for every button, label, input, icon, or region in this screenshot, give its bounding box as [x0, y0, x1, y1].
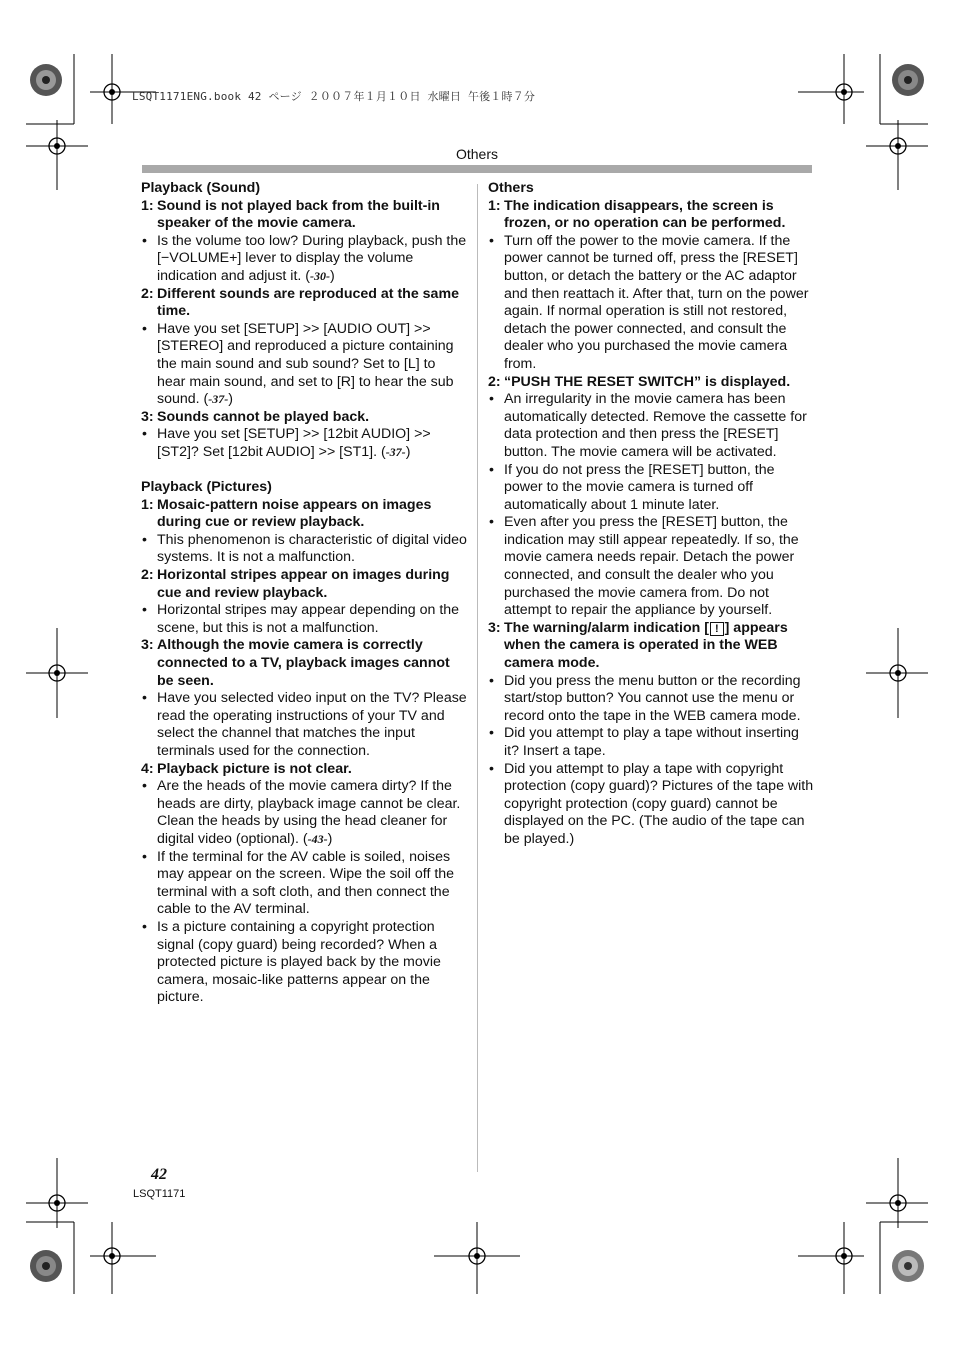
bullet-icon: • — [142, 531, 147, 548]
bullet-icon: • — [489, 514, 494, 531]
bullet-icon: • — [142, 602, 147, 619]
bullet-icon: • — [489, 461, 494, 478]
item-text: Although the movie camera is correctly connected to a TV, playback images cannot be seen. — [157, 637, 450, 689]
bullet-item — [141, 321, 467, 409]
numbered-item — [141, 761, 467, 779]
bullet-text: Are the heads of the movie camera dirty? If the heads are dirty, playback image cannot be clear. Clean the heads by using the head cleaner for digital video (optional). (-43-) — [157, 778, 461, 847]
section-heading: Others — [488, 180, 534, 196]
page-reference: -43- — [307, 831, 328, 846]
bullet-icon: • — [142, 320, 147, 337]
item-text: Sound is not played back from the built-in speaker of the movie camera. — [157, 197, 440, 232]
bullet-icon: • — [489, 725, 494, 742]
bullet-text: If the terminal for the AV cable is soiled, noises may appear on the screen. Wipe the soil off the terminal with a soft cloth, and then connect the cable to the AV terminal. — [157, 848, 455, 918]
book-header-line: LSQT1171ENG.book 42 ページ ２００７年１月１０日 水曜日 午後１時７分 — [132, 90, 536, 103]
numbered-item — [141, 497, 467, 532]
bullet-item — [141, 919, 467, 1007]
page-reference: -30- — [310, 268, 331, 283]
bullet-text: Is a picture containing a copyright protection signal (copy guard) being recorded? When a protected picture is played back by the movie camera, mosaic-like patterns appear on the picture. — [157, 918, 441, 1006]
bullet-icon: • — [489, 672, 494, 689]
bullet-icon: • — [142, 690, 147, 707]
bullet-item — [141, 690, 467, 760]
bullet-item — [488, 673, 814, 726]
bullet-text: Did you attempt to play a tape without inserting it? Insert a tape. — [504, 725, 799, 759]
bullet-icon: • — [142, 848, 147, 865]
numbered-item — [141, 409, 467, 427]
bullet-icon: • — [142, 426, 147, 443]
left-column — [141, 180, 467, 1007]
spacer — [141, 462, 467, 480]
header-rule — [142, 165, 812, 173]
bullet-icon: • — [489, 760, 494, 777]
item-text: The warning/alarm indication [ ! ] appears when the camera is operated in the WEB camera mode. — [504, 619, 788, 672]
item-text: Sounds cannot be played back. — [157, 408, 370, 425]
item-text: Mosaic-pattern noise appears on images during cue or review playback. — [157, 496, 432, 531]
bullet-text: Even after you press the [RESET] button, the indication may still appear repeatedly. If so, the movie camera needs repair. Detach the power connected, and consult the dealer who you purchased the movie camera from. Do not attempt to repair the appliance by yourself. — [504, 514, 799, 619]
item-number: 3: — [141, 408, 154, 425]
item-number: 3: — [141, 637, 154, 654]
bullet-item — [141, 233, 467, 286]
bullet-icon: • — [142, 918, 147, 935]
bullet-item — [141, 532, 467, 567]
bullet-icon: • — [489, 391, 494, 408]
item-number: 1: — [488, 197, 501, 214]
section-heading: Playback (Pictures) — [141, 479, 272, 496]
bullet-item — [488, 391, 814, 461]
bullet-text: This phenomenon is characteristic of digital video systems. It is not a malfunction. — [157, 531, 467, 566]
bullet-text: Have you set [SETUP] >> [12bit AUDIO] >> [ST2]? Set [12bit AUDIO] >> [ST1]. (-37-) — [157, 426, 431, 460]
bullet-item — [488, 514, 814, 620]
bullet-text: An irregularity in the movie camera has been automatically detected. Remove the cassette for data protection and then press the [RESET] button. The movie camera will be activated. — [504, 391, 807, 460]
column-divider — [477, 184, 478, 1172]
item-text: Different sounds are reproduced at the same time. — [157, 285, 459, 320]
item-number: 2: — [141, 285, 154, 302]
bullet-icon: • — [142, 778, 147, 795]
bullet-item — [141, 426, 467, 461]
section-label: Others — [455, 146, 498, 162]
bullet-item — [488, 761, 814, 849]
item-number: 1: — [141, 496, 154, 513]
item-number: 2: — [141, 567, 154, 584]
bullet-text: Horizontal stripes may appear depending on the scene, but this is not a malfunction. — [157, 602, 460, 636]
item-text: The indication disappears, the screen is frozen, or no operation can be performed. — [504, 197, 786, 232]
page-number: 42 — [151, 1166, 167, 1183]
bullet-item — [141, 602, 467, 637]
item-text: Horizontal stripes appear on images during cue and review playback. — [157, 567, 450, 601]
item-text: “PUSH THE RESET SWITCH” is displayed. — [504, 373, 791, 390]
item-number: 4: — [141, 760, 154, 777]
bullet-text: Is the volume too low? During playback, push the [−VOLUME+] lever to display the volume indication and adjust it. (-30-) — [157, 232, 467, 284]
item-number: 3: — [488, 619, 501, 636]
warning-indicator-icon: ! — [710, 622, 724, 636]
bullet-text: Turn off the power to the movie camera. If the power cannot be turned off, press the [RESET] button, or detach the battery or the AC adaptor and then reattach it. After that, turn on the power again. If normal operation is still not restored, detach the power connected, and consult the dealer who you purchased the movie camera from. — [504, 232, 809, 372]
bullet-text: Did you attempt to play a tape with copyright protection (copy guard)? Pictures of the tape with copyright protection (copy guard) cannot be displayed on the PC. (The audio of the tape can be played.) — [504, 760, 814, 847]
section-heading: Playback (Sound) — [141, 180, 261, 196]
numbered-item — [141, 637, 467, 690]
bullet-text: Did you press the menu button or the recording start/stop button? You cannot use the menu or record onto the tape in the WEB camera mode. — [504, 672, 801, 724]
item-number: 2: — [488, 373, 501, 390]
bullet-item — [141, 778, 467, 848]
bullet-item — [488, 462, 814, 515]
bullet-text: Have you selected video input on the TV? Please read the operating instructions of your TV and select the channel that matches the input terminals used for the connection. — [157, 690, 467, 759]
bullet-icon: • — [142, 232, 147, 249]
page-reference: -37- — [208, 392, 229, 407]
bullet-item — [141, 849, 467, 919]
right-column — [488, 180, 814, 849]
page-code: LSQT1171 — [133, 1188, 186, 1200]
numbered-item — [141, 567, 467, 602]
page-reference: -37- — [385, 444, 406, 459]
numbered-item — [141, 198, 467, 233]
item-number: 1: — [141, 197, 154, 214]
numbered-item — [141, 286, 467, 321]
numbered-item — [488, 198, 814, 233]
numbered-item — [488, 620, 814, 673]
bullet-text: Have you set [SETUP] >> [AUDIO OUT] >> [STEREO] and reproduced a picture containing the main sound and sub sound? Set to [L] to hear main sound, and set to [R] to hear the sub sound. (-37-) — [157, 320, 454, 408]
item-text: Playback picture is not clear. — [157, 760, 352, 777]
bullet-icon: • — [489, 232, 494, 249]
bullet-item — [488, 725, 814, 760]
numbered-item — [488, 374, 814, 392]
bullet-text: If you do not press the [RESET] button, the power to the movie camera is turned off automatically about 1 minute later. — [504, 461, 775, 513]
bullet-item — [488, 233, 814, 374]
